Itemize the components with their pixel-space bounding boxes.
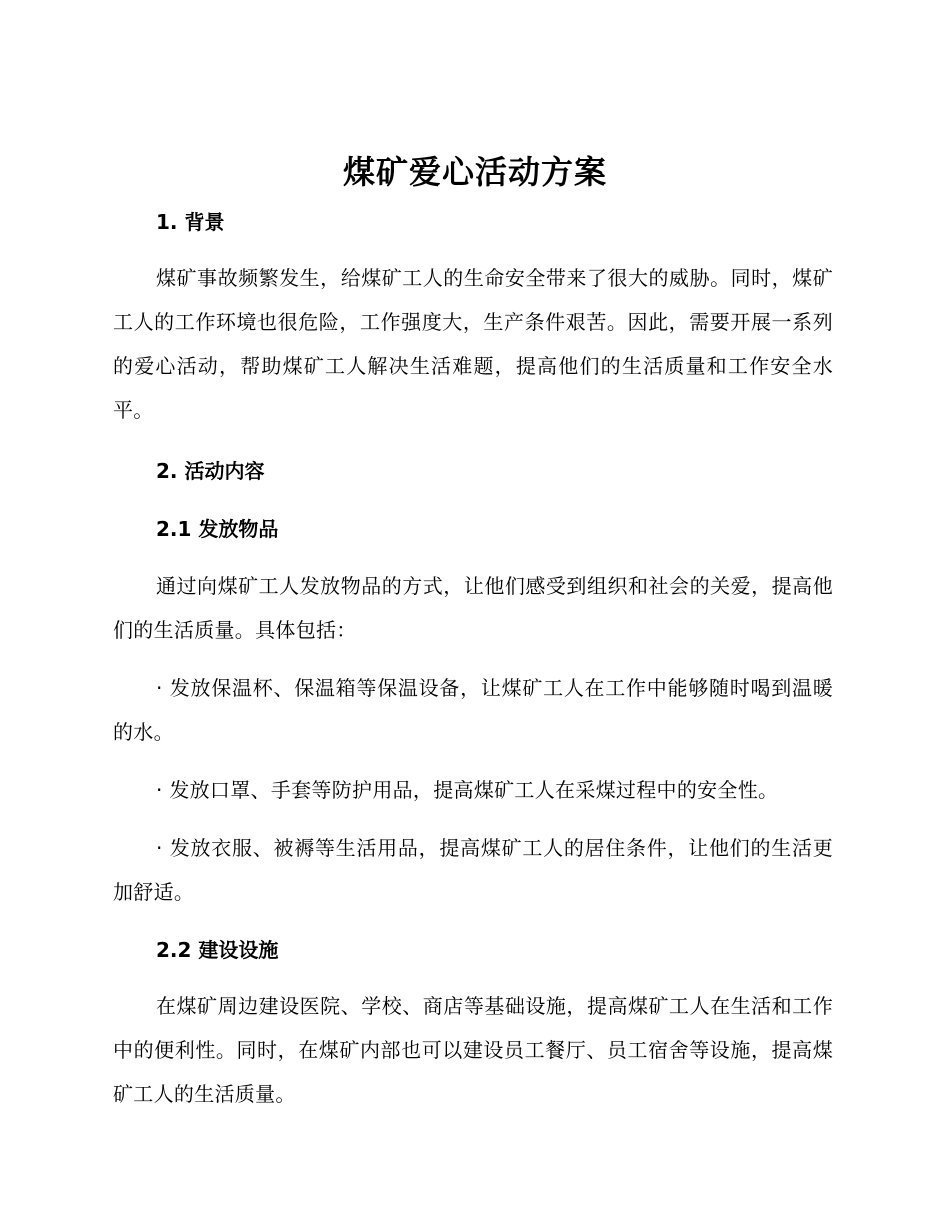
section-heading-content: 2. 活动内容 bbox=[156, 459, 265, 483]
section-heading-distribute: 2.1 发放物品 bbox=[156, 517, 279, 541]
paragraph-background: 煤矿事故频繁发生，给煤矿工人的生命安全带来了很大的威胁。同时，煤矿工人的工作环境也很危险，工作强度大，生产条件艰苦。因此，需要开展一系列的爱心活动，帮助煤矿工人解决生活难题，提高他们的生活质量和工作安全水平。 bbox=[113, 266, 833, 422]
bullet-item-warm-equipment: · 发放保温杯、保温箱等保温设备，让煤矿工人在工作中能够随时喝到温暖的水。 bbox=[113, 676, 833, 744]
document-title: 煤矿爱心活动方案 bbox=[342, 153, 607, 191]
bullet-item-protective-gear: · 发放口罩、手套等防护用品，提高煤矿工人在采煤过程中的安全性。 bbox=[156, 778, 779, 802]
bullet-item-living-supplies: · 发放衣服、被褥等生活用品，提高煤矿工人的居住条件，让他们的生活更加舒适。 bbox=[113, 836, 833, 904]
paragraph-distribute: 通过向煤矿工人发放物品的方式，让他们感受到组织和社会的关爱，提高他们的生活质量。具体包括： bbox=[113, 574, 833, 642]
section-heading-background: 1. 背景 bbox=[156, 210, 225, 234]
paragraph-facilities: 在煤矿周边建设医院、学校、商店等基础设施，提高煤矿工人在生活和工作中的便利性。同时，在煤矿内部也可以建设员工餐厅、员工宿舍等设施，提高煤矿工人的生活质量。 bbox=[113, 994, 833, 1106]
section-heading-facilities: 2.2 建设设施 bbox=[156, 938, 279, 962]
